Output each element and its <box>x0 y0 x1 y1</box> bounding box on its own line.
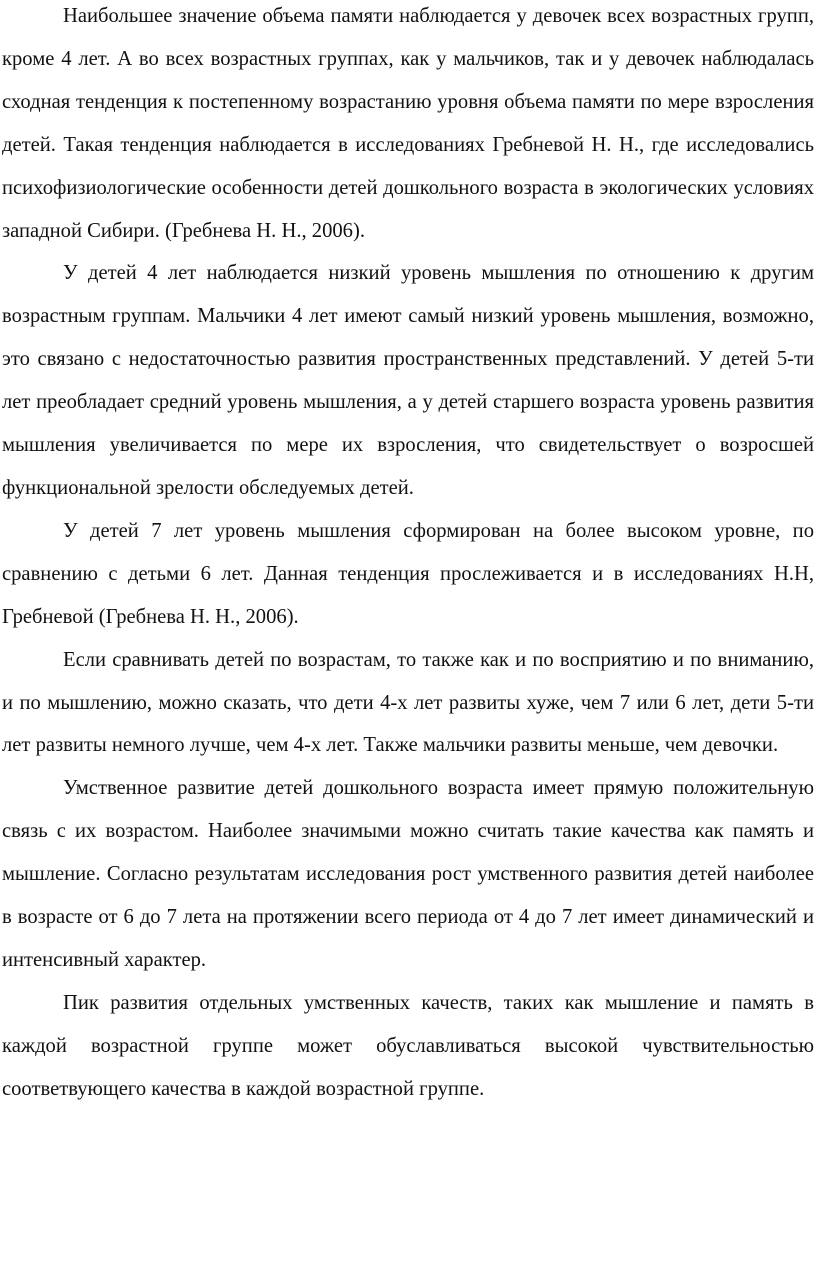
paragraph-4: Если сравнивать детей по возрастам, то также как и по восприятию и по вниманию, и по мышлению, можно сказать, что дети 4-х лет развиты хуже, чем 7 или 6 лет, дети 5-ти лет развиты немного лучше, чем 4-х лет. Также мальчики развиты меньше, чем девочки. <box>2 648 814 757</box>
paragraph-6: Пик развития отдельных умственных качеств, таких как мышление и память в каждой возрастной группе может обуславливаться высокой чувствительностью соответвующего качества в каждой возрастной группе. <box>2 991 814 1100</box>
paragraph-5: Умственное развитие детей дошкольного возраста имеет прямую положительную связь с их возрастом. Наиболее значимыми можно считать такие качества как память и мышление. Согласно результатам исследования рост умственного развития детей наиболее в возрасте от 6 до 7 лета на протяжении всего периода от 4 до 7 лет имеет динамический и интенсивный характер. <box>2 777 814 971</box>
paragraph-3: У детей 7 лет уровень мышления сформирован на более высоком уровне, по сравнению с детьми 6 лет. Данная тенденция прослеживается и в исследованиях Н.Н, Гребневой (Гребнева Н. Н., 2006). <box>2 519 814 628</box>
paragraph-1: Наибольшее значение объема памяти наблюдается у девочек всех возрастных групп, кроме 4 лет. А во всех возрастных группах, как у мальчиков, так и у девочек наблюдалась сходная тенденция к постепенному возрастанию уровня объема памяти по мере взросления детей. Такая тенденция наблюдается в исследованиях Гребневой Н. Н., где исследовались психофизиологические особенности детей дошкольного возраста в экологических условиях западной Сибири. (Гребнева Н. Н., 2006). <box>2 5 814 242</box>
paragraph-2: У детей 4 лет наблюдается низкий уровень мышления по отношению к другим возрастным группам. Мальчики 4 лет имеют самый низкий уровень мышления, возможно, это связано с недостаточностью развития пространственных представлений. У детей 5-ти лет преобладает средний уровень мышления, а у детей старшего возраста уровень развития мышления увеличивается по мере их взросления, что свидетельствует о возросшей функциональной зрелости обследуемых детей. <box>2 262 814 499</box>
